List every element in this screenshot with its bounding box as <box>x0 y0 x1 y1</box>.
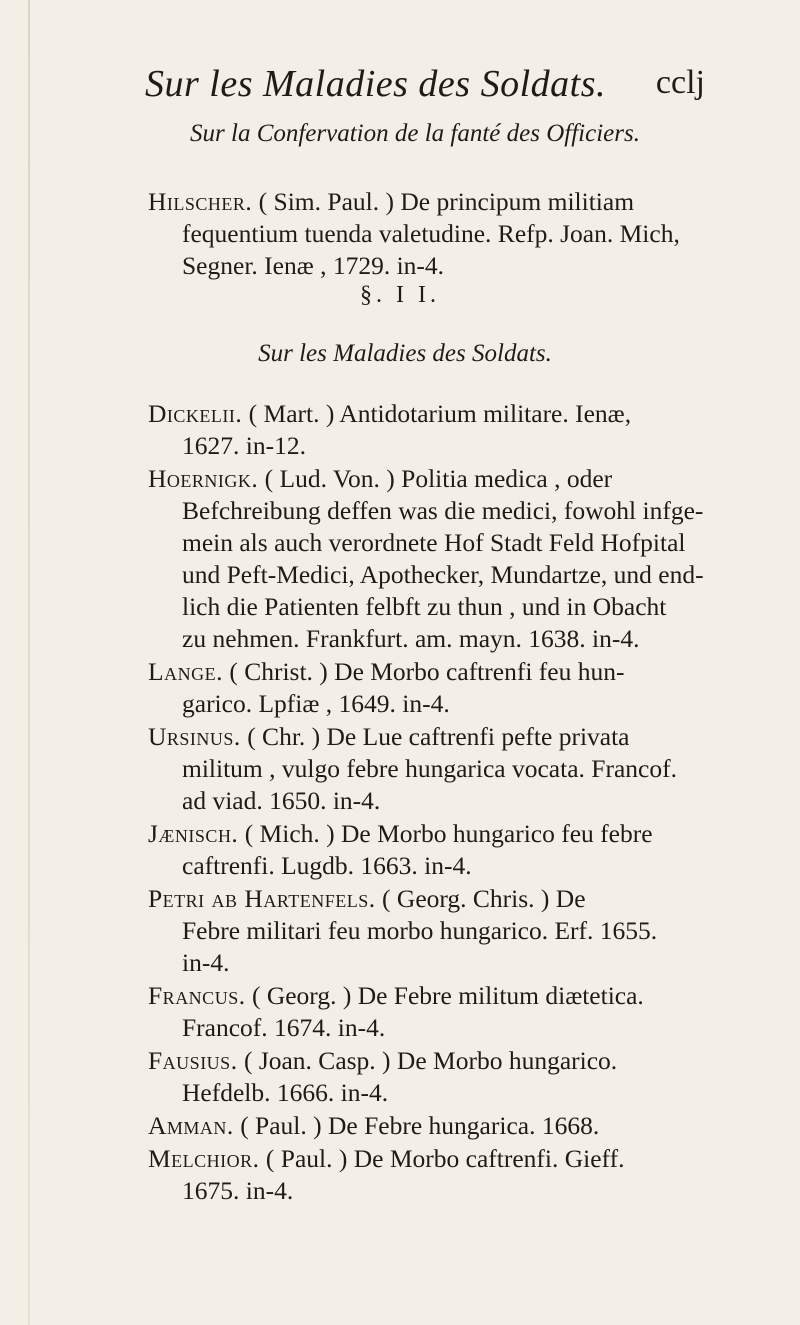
entry-continuation-line: Febre militari feu morbo hungarico. Erf. 1655. <box>182 916 658 945</box>
bibliography-entry <box>148 1045 738 1109</box>
entry-continuation-line: militum , vulgo febre hungarica vocata. Francof. <box>182 754 677 783</box>
entry-author: Lange. <box>148 657 223 686</box>
section-title-officers: Sur la Confervation de la fanté des Officiers. <box>190 120 640 147</box>
bibliography-entry <box>148 1143 738 1207</box>
entry-heading-line: Francus. ( Georg. ) De Febre militum diætetica. <box>148 981 644 1010</box>
entry-author: Ursinus. <box>148 722 241 751</box>
entry-continuation-line: Francof. 1674. in-4. <box>182 1013 386 1042</box>
entry-continuation-line: fequentium tuenda valetudine. Refp. Joan. Mich, <box>182 219 680 248</box>
section-title-soldiers: Sur les Maladies des Soldats. <box>258 340 552 367</box>
entry-author: Hilscher. <box>148 187 253 216</box>
entry-continuation-line: lich die Patienten felbft zu thun , und in Obacht <box>182 592 667 621</box>
entry-continuation-line: in-4. <box>182 948 230 977</box>
entry-heading-line: Dickelii. ( Mart. ) Antidotarium militare. Ienæ, <box>148 399 632 428</box>
entry-author: Melchior. <box>148 1144 260 1173</box>
entry-heading-line: Petri ab Hartenfels. ( Georg. Chris. ) De <box>148 884 586 913</box>
entry-continuation-line: 1675. in-4. <box>182 1176 294 1205</box>
entry-heading-line: Hoernigk. ( Lud. Von. ) Politia medica , oder <box>148 464 613 493</box>
entry-continuation-line: Hefdelb. 1666. in-4. <box>182 1078 389 1107</box>
entry-author: Fausius. <box>148 1046 238 1075</box>
bibliography-entry <box>148 186 738 282</box>
running-head <box>145 62 705 112</box>
running-head-title: Sur les Maladies des Soldats. <box>145 63 606 105</box>
entry-author: Hoernigk. <box>148 464 259 493</box>
entry-author: Amman. <box>148 1111 234 1140</box>
entry-heading-line: Ursinus. ( Chr. ) De Lue caftrenfi pefte privata <box>148 722 630 751</box>
page-edge-shadow <box>28 0 30 1325</box>
bibliography-entry <box>148 1110 738 1142</box>
entry-author: Dickelii. <box>148 399 243 428</box>
entry-heading-line: Lange. ( Christ. ) De Morbo caftrenfi feu hun- <box>148 657 625 686</box>
entry-continuation-line: garico. Lpfiæ , 1649. in-4. <box>182 689 450 718</box>
entry-continuation-line: mein als auch verordnete Hof Stadt Feld Hofpital <box>182 528 686 557</box>
bibliography-entry <box>148 818 738 882</box>
bibliography-entry <box>148 463 738 655</box>
bibliography-entry <box>148 398 738 462</box>
entry-continuation-line: Segner. Ienæ , 1729. in-4. <box>182 251 445 280</box>
entry-author: Jænisch. <box>148 819 239 848</box>
bibliography-entry <box>148 656 738 720</box>
entry-author: Francus. <box>148 981 246 1010</box>
entry-continuation-line: Befchreibung deffen was die medici, fowohl infge- <box>182 496 704 525</box>
entry-continuation-line: zu nehmen. Frankfurt. am. mayn. 1638. in-4. <box>182 624 640 653</box>
entry-heading-line: Hilscher. ( Sim. Paul. ) De principum militiam <box>148 187 635 216</box>
entry-continuation-line: caftrenfi. Lugdb. 1663. in-4. <box>182 851 472 880</box>
entry-heading-line: Amman. ( Paul. ) De Febre hungarica. 1668. <box>148 1111 600 1140</box>
bibliography-entry <box>148 980 738 1044</box>
section-mark: §. I I. <box>360 282 440 308</box>
entry-continuation-line: 1627. in-12. <box>182 431 306 460</box>
bibliography-entry <box>148 721 738 817</box>
entry-continuation-line: und Peft-Medici, Apothecker, Mundartze, und end- <box>182 560 704 589</box>
page-number: cclj <box>655 64 705 101</box>
entry-continuation-line: ad viad. 1650. in-4. <box>182 786 381 815</box>
bibliography-entry <box>148 883 738 979</box>
entry-heading-line: Fausius. ( Joan. Casp. ) De Morbo hungarico. <box>148 1046 618 1075</box>
entry-heading-line: Melchior. ( Paul. ) De Morbo caftrenfi. Gieff. <box>148 1144 625 1173</box>
entry-author: Petri ab Hartenfels. <box>148 884 376 913</box>
entry-heading-line: Jænisch. ( Mich. ) De Morbo hungarico feu febre <box>148 819 653 848</box>
